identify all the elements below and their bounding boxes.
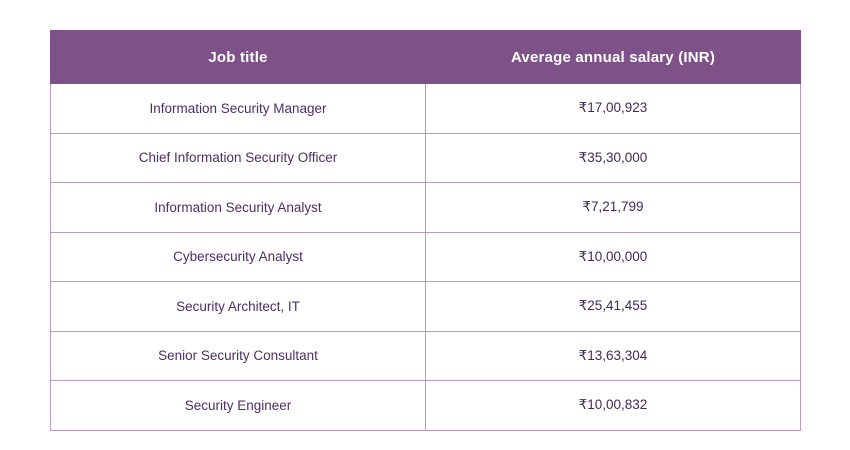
cell-job-title: Cybersecurity Analyst [51,232,426,282]
table-row [51,381,801,431]
cell-salary: ₹7,21,799 [426,183,801,233]
cell-salary: ₹10,00,000 [426,232,801,282]
cell-salary: ₹35,30,000 [426,133,801,183]
cell-job-title: Security Architect, IT [51,282,426,332]
table-row [51,282,801,332]
cell-salary: ₹10,00,832 [426,381,801,431]
salary-table-container [50,30,800,431]
cell-job-title: Information Security Manager [51,84,426,134]
cell-job-title: Security Engineer [51,381,426,431]
cell-salary: ₹13,63,304 [426,331,801,381]
cell-salary: ₹17,00,923 [426,84,801,134]
table-row [51,133,801,183]
table-row [51,183,801,233]
cell-job-title: Information Security Analyst [51,183,426,233]
table-row [51,232,801,282]
table-row [51,84,801,134]
salary-table [50,30,801,431]
table-row [51,331,801,381]
column-header-job-title: Job title [51,31,426,84]
table-header-row [51,31,801,84]
cell-job-title: Senior Security Consultant [51,331,426,381]
column-header-average-annual-salary: Average annual salary (INR) [426,31,801,84]
table-header [51,31,801,84]
cell-job-title: Chief Information Security Officer [51,133,426,183]
cell-salary: ₹25,41,455 [426,282,801,332]
table-body [51,84,801,431]
